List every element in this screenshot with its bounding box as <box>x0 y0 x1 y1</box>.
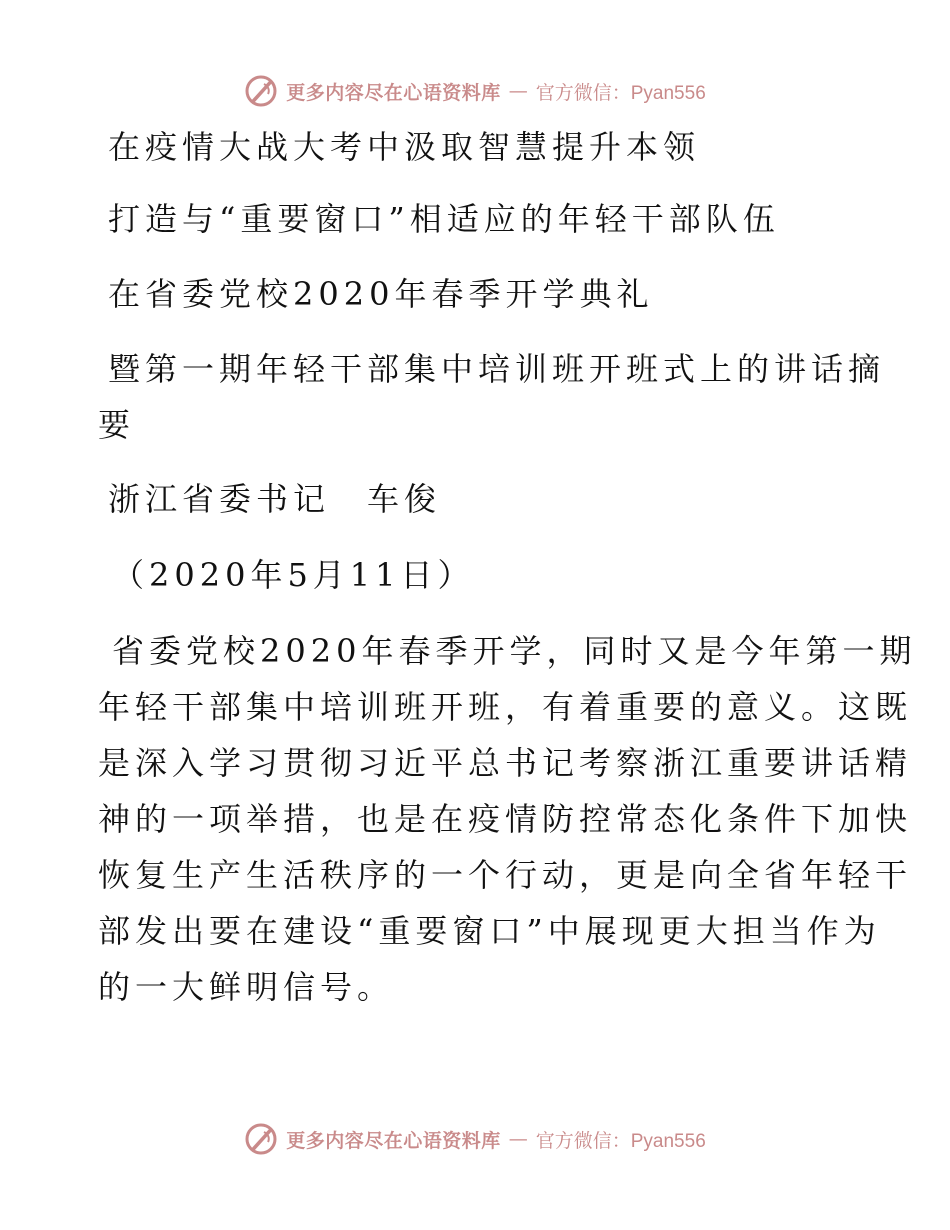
heading-line-2: 打造与“重要窗口”相适应的年轻干部队伍 <box>108 200 780 238</box>
heading-line-4-continued: 要 <box>98 406 136 444</box>
feather-pen-logo-icon <box>244 74 278 108</box>
watermark-wechat-handle: Pyan556 <box>630 1130 706 1152</box>
heading-line-1: 在疫情大战大考中汲取智慧提升本领 <box>108 128 701 166</box>
watermark-dash: — <box>508 80 528 102</box>
author-line: 浙江省委书记 车俊 <box>108 480 442 518</box>
watermark-wechat-label: 官方微信： <box>535 1129 631 1152</box>
heading-line-4: 暨第一期年轻干部集中培训班开班式上的讲话摘 <box>108 350 886 388</box>
paragraph-line-6: 部发出要在建设“重要窗口”中展现更大担当作为 <box>98 912 881 950</box>
footer-watermark <box>0 1119 950 1159</box>
watermark-text: 更多内容尽在心语资料库 <box>286 1129 501 1152</box>
date-line: （2020年5月11日） <box>112 556 475 594</box>
paragraph-line-1: 省委党校2020年春季开学，同时又是今年第一期 <box>112 632 917 670</box>
paragraph-line-2: 年轻干部集中培训班开班，有着重要的意义。这既 <box>98 688 913 726</box>
heading-line-3: 在省委党校2020年春季开学典礼 <box>108 275 654 313</box>
watermark-dash: — <box>508 1128 528 1150</box>
watermark-wechat <box>536 1126 706 1153</box>
feather-pen-logo-icon <box>244 1122 278 1156</box>
paragraph-line-3: 是深入学习贯彻习近平总书记考察浙江重要讲话精 <box>98 744 913 782</box>
watermark-wechat-handle: Pyan556 <box>630 82 706 104</box>
header-watermark <box>0 71 950 111</box>
paragraph-line-4: 神的一项举措，也是在疫情防控常态化条件下加快 <box>98 800 913 838</box>
paragraph-line-7: 的一大鲜明信号。 <box>98 968 395 1006</box>
watermark-wechat <box>536 78 706 105</box>
paragraph-line-5: 恢复生产生活秩序的一个行动，更是向全省年轻干 <box>98 856 913 894</box>
watermark-text: 更多内容尽在心语资料库 <box>286 81 501 104</box>
watermark-wechat-label: 官方微信： <box>535 81 631 104</box>
